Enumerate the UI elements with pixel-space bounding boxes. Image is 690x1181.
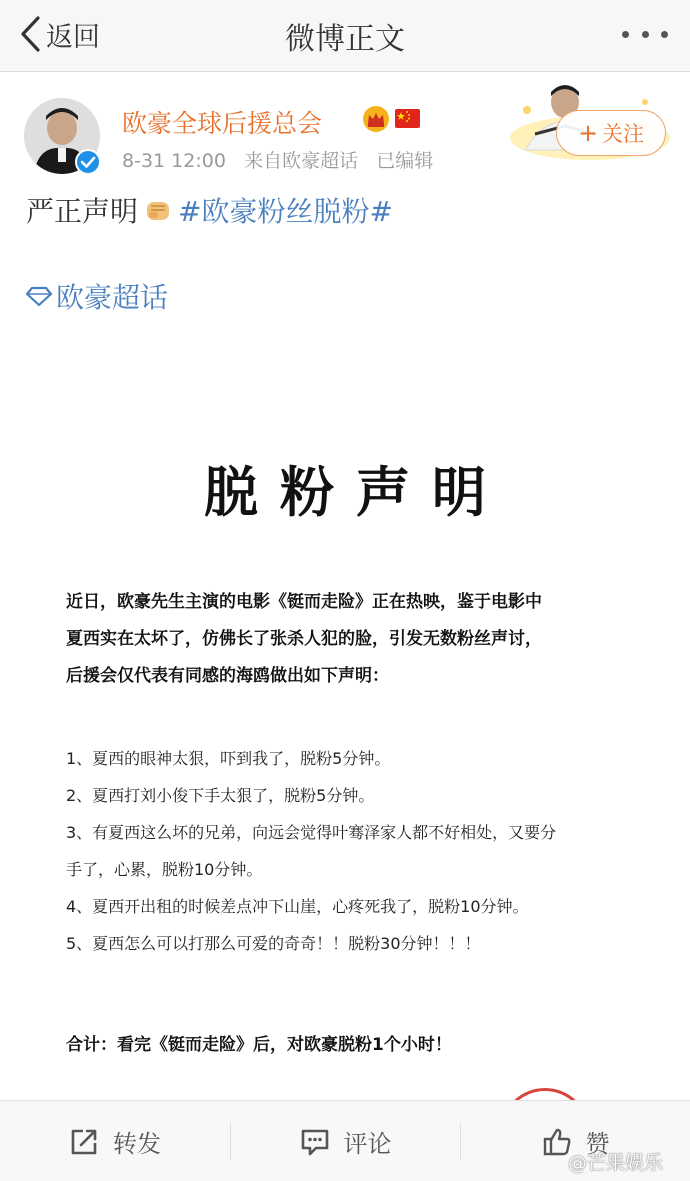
author-header bbox=[0, 72, 690, 182]
post-source[interactable]: 欧豪超话 bbox=[282, 150, 359, 172]
author-name[interactable]: 欧豪全球后援总会 bbox=[122, 109, 323, 138]
plus-icon: + bbox=[577, 119, 599, 147]
back-label: 返回 bbox=[46, 21, 100, 53]
statement-intro bbox=[66, 584, 646, 695]
repost-label: 转发 bbox=[113, 1130, 161, 1158]
statement-item: 3、有夏西这么坏的兄弟，向远会觉得叶骞泽家人都不好相处，又要分 bbox=[66, 823, 557, 842]
page-title: 微博正文 bbox=[285, 22, 405, 57]
comment-button[interactable] bbox=[231, 1101, 460, 1181]
statement-title: 脱粉声明 bbox=[204, 461, 508, 524]
comment-icon bbox=[300, 1127, 330, 1157]
red-seal-stamp bbox=[500, 1088, 590, 1100]
crown-icon bbox=[362, 105, 390, 133]
statement-image[interactable] bbox=[0, 380, 690, 1100]
follow-label: 关注 bbox=[602, 122, 645, 146]
statement-total: 合计：看完《铤而走险》后，对欧豪脱粉1个小时！ bbox=[66, 1035, 452, 1055]
intro-line: 后援会仅代表有同感的海鸥做出如下声明： bbox=[66, 666, 389, 686]
nav-bar bbox=[0, 0, 690, 72]
edited-label: 已编辑 bbox=[376, 150, 434, 172]
statement-item: 手了，心累，脱粉10分钟。 bbox=[66, 860, 263, 879]
repost-icon bbox=[69, 1127, 99, 1157]
statement-item: 1、夏西的眼神太狠，吓到我了，脱粉5分钟。 bbox=[66, 749, 391, 768]
comment-label: 评论 bbox=[343, 1130, 392, 1158]
statement-items bbox=[66, 740, 656, 962]
statement-item: 2、夏西打刘小俊下手太狠了，脱粉5分钟。 bbox=[66, 786, 375, 805]
statement-item: 5、夏西怎么可以打那么可爱的奇奇！！脱粉30分钟！！！ bbox=[66, 934, 481, 953]
post-time: 8-31 12:00 bbox=[122, 150, 226, 172]
post-body: 严正声明 bbox=[26, 195, 139, 228]
diamond-icon bbox=[26, 285, 52, 307]
china-flag-icon bbox=[395, 108, 420, 130]
fist-emoji-icon bbox=[144, 196, 172, 224]
thumbs-up-icon bbox=[542, 1127, 572, 1157]
verified-badge-icon bbox=[75, 149, 101, 175]
topic-label: 欧豪超话 bbox=[56, 281, 169, 314]
bottom-toolbar bbox=[0, 1100, 690, 1181]
topic-link[interactable] bbox=[26, 276, 168, 316]
intro-line: 夏西实在太坏了，仿佛长了张杀人犯的脸，引发无数粉丝声讨， bbox=[66, 629, 542, 649]
source-prefix: 来自 bbox=[244, 150, 283, 172]
chevron-left-icon bbox=[18, 14, 42, 54]
hashtag-link[interactable]: #欧豪粉丝脱粉# bbox=[178, 195, 393, 228]
like-button[interactable] bbox=[461, 1101, 690, 1181]
post-text bbox=[26, 190, 393, 230]
intro-line: 近日，欧豪先生主演的电影《铤而走险》正在热映，鉴于电影中 bbox=[66, 592, 542, 612]
back-button[interactable] bbox=[18, 12, 100, 56]
follow-button[interactable] bbox=[556, 110, 666, 156]
post-meta bbox=[122, 146, 433, 173]
statement-item: 4、夏西开出租的时候差点冲下山崖，心疼死我了，脱粉10分钟。 bbox=[66, 897, 529, 916]
watermark: @芒果娱乐 bbox=[568, 1152, 664, 1174]
more-options-icon[interactable] bbox=[622, 22, 668, 46]
repost-button[interactable] bbox=[0, 1101, 230, 1181]
like-label: 赞 bbox=[585, 1130, 610, 1158]
